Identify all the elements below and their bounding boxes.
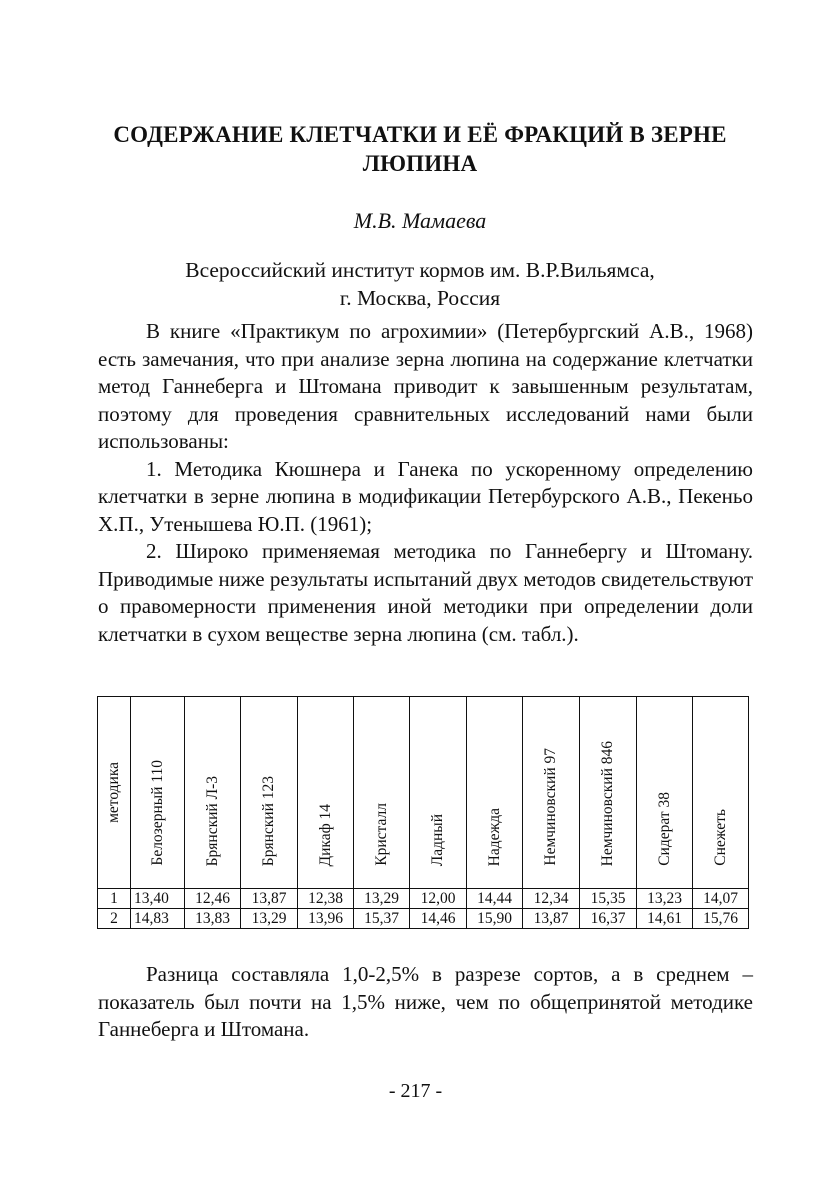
- value-cell: 15,90: [467, 909, 523, 929]
- paragraph-intro: В книге «Практикум по агрохимии» (Петербургский А.В., 1968) есть замечания, что при анализе зерна люпина на содержание клетчатки метод Ганнеберга и Штомана приводит к завышенным результатам, поэтому для проведения сравнительных исследований нами были использованы:: [98, 319, 753, 453]
- value-cell: 13,87: [241, 889, 298, 909]
- value-cell: 16,37: [580, 909, 637, 929]
- header-variety: Ладный: [410, 697, 467, 889]
- value-cell: 12,34: [523, 889, 580, 909]
- value-cell: 13,23: [637, 889, 693, 909]
- header-variety: Снежеть: [693, 697, 749, 889]
- conclusion-text: [98, 961, 753, 1044]
- paragraph-method-2: 2. Широко применяемая методика по Ганнебергу и Штоману. Приводимые ниже результаты испытаний двух методов свидетельствуют о правомерности применения иной методики при определении доли клетчатки в сухом веществе зерна люпина (см. табл.).: [98, 539, 753, 646]
- results-table: [97, 696, 749, 929]
- paragraph-conclusion: Разница составляла 1,0-2,5% в разрезе сортов, а в среднем – показатель был почти на 1,5% ниже, чем по общепринятой методике Ганнеберга и Штомана.: [98, 962, 753, 1041]
- header-variety: Дикаф 14: [298, 697, 354, 889]
- value-cell: 14,61: [637, 909, 693, 929]
- value-cell: 12,00: [410, 889, 467, 909]
- title-line-1: СОДЕРЖАНИЕ КЛЕТЧАТКИ И ЕЁ ФРАКЦИЙ В ЗЕРНЕ: [113, 122, 727, 147]
- body-text: [98, 318, 753, 648]
- header-variety: Надежда: [467, 697, 523, 889]
- value-cell: 13,29: [354, 889, 410, 909]
- value-cell: 13,29: [241, 909, 298, 929]
- paragraph-method-1: 1. Методика Кюшнера и Ганека по ускоренному определению клетчатки в зерне люпина в модификации Петербурского А.В., Пекеньо Х.П., Утенышева Ю.П. (1961);: [98, 456, 753, 536]
- header-variety: Белозерный 110: [131, 697, 185, 889]
- value-cell: 12,46: [185, 889, 241, 909]
- method-cell: 1: [98, 889, 131, 909]
- value-cell: 15,37: [354, 909, 410, 929]
- value-cell: 13,83: [185, 909, 241, 929]
- header-variety: Немчиновский 846: [580, 697, 637, 889]
- value-cell: 14,44: [467, 889, 523, 909]
- value-cell: 14,46: [410, 909, 467, 929]
- header-variety: Сидерат 38: [637, 697, 693, 889]
- author-name: М.В. Мамаева: [353, 208, 487, 233]
- header-method: методика: [98, 697, 131, 889]
- value-cell: 13,40: [131, 889, 185, 909]
- header-variety: Немчиновский 97: [523, 697, 580, 889]
- value-cell: 15,76: [693, 909, 749, 929]
- value-cell: 13,96: [298, 909, 354, 929]
- value-cell: 12,38: [298, 889, 354, 909]
- page-number: - 217 -: [388, 1080, 443, 1102]
- affiliation-line-2: г. Москва, Россия: [339, 286, 501, 310]
- method-cell: 2: [98, 909, 131, 929]
- header-variety: Брянский Л-3: [185, 697, 241, 889]
- results-table-wrap: [97, 696, 749, 929]
- affiliation-line-1: Всероссийский институт кормов им. В.Р.Вильямса,: [185, 258, 655, 282]
- title-line-2: ЛЮПИНА: [362, 151, 478, 176]
- value-cell: 14,07: [693, 889, 749, 909]
- value-cell: 13,87: [523, 909, 580, 929]
- table-row: [98, 909, 749, 929]
- table-row: [98, 889, 749, 909]
- page-title: [90, 120, 750, 178]
- header-variety: Брянский 123: [241, 697, 298, 889]
- value-cell: 14,83: [131, 909, 185, 929]
- header-variety: Кристалл: [354, 697, 410, 889]
- table-header-row: [98, 697, 749, 889]
- value-cell: 15,35: [580, 889, 637, 909]
